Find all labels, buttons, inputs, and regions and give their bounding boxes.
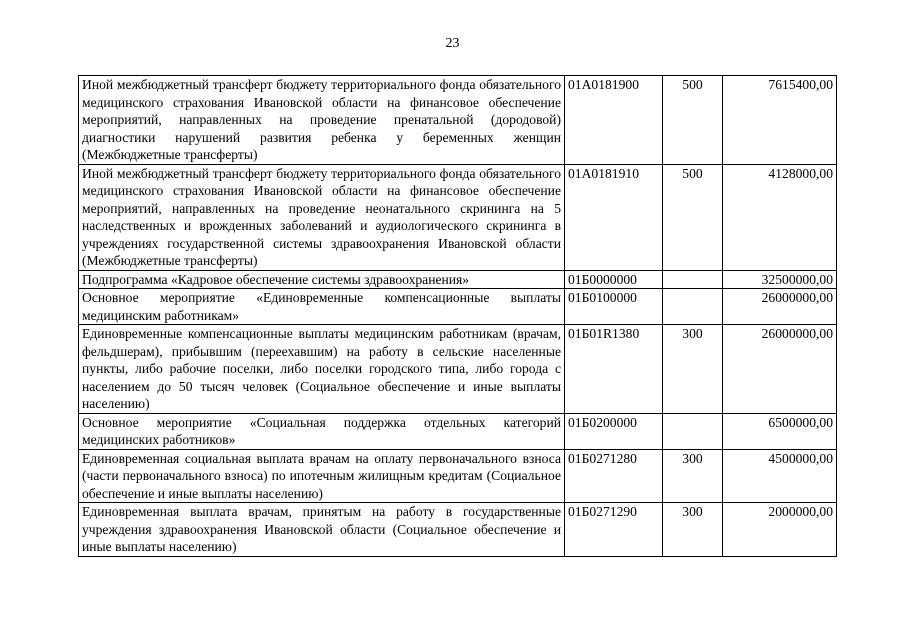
- row-type: [663, 413, 723, 449]
- row-type: 300: [663, 503, 723, 557]
- row-type: 500: [663, 164, 723, 270]
- row-sum: 6500000,00: [723, 413, 837, 449]
- row-type: [663, 289, 723, 325]
- row-code: 01А0181910: [565, 164, 663, 270]
- row-type: [663, 270, 723, 289]
- row-sum: 2000000,00: [723, 503, 837, 557]
- row-sum: 32500000,00: [723, 270, 837, 289]
- row-name: Единовременные компенсационные выплаты медицинским работникам (врачам, фельдшерам), прибывшим (переехавшим) на работу в сельские населенные пункты, либо рабочие поселки, либо поселки городского типа, либо города с населением до 50 тысяч человек (Социальное обеспечение и иные выплаты населению): [79, 325, 565, 414]
- row-code: 01Б0000000: [565, 270, 663, 289]
- row-name: Иной межбюджетный трансферт бюджету территориального фонда обязательного медицинского страхования Ивановской области на финансовое обеспечение мероприятий, направленных на проведение неонатального скрининга на 5 наследственных и врожденных заболеваний и аудиологического скрининга в учреждениях государственной системы здравоохранения Ивановской области (Межбюджетные трансферты): [79, 164, 565, 270]
- table-row: [79, 270, 837, 289]
- row-sum: 4500000,00: [723, 449, 837, 503]
- row-code: 01Б01R1380: [565, 325, 663, 414]
- row-name: Основное мероприятие «Социальная поддержка отдельных категорий медицинских работников»: [79, 413, 565, 449]
- row-code: 01Б0271290: [565, 503, 663, 557]
- row-name: Основное мероприятие «Единовременные компенсационные выплаты медицинским работникам»: [79, 289, 565, 325]
- row-type: 300: [663, 449, 723, 503]
- row-name: Единовременная выплата врачам, принятым на работу в государственные учреждения здравоохранения Ивановской области (Социальное обеспечение и иные выплаты населению): [79, 503, 565, 557]
- table-row: [79, 503, 837, 557]
- row-sum: 26000000,00: [723, 289, 837, 325]
- budget-table: [78, 75, 837, 557]
- row-name: Подпрограмма «Кадровое обеспечение системы здравоохранения»: [79, 270, 565, 289]
- row-code: 01Б0100000: [565, 289, 663, 325]
- row-code: 01Б0200000: [565, 413, 663, 449]
- row-sum: 4128000,00: [723, 164, 837, 270]
- table-row: [79, 164, 837, 270]
- table-row: [79, 289, 837, 325]
- table-row: [79, 449, 837, 503]
- row-name: Единовременная социальная выплата врачам на оплату первоначального взноса (части первоначального взноса) по ипотечным жилищным кредитам (Социальное обеспечение и иные выплаты населению): [79, 449, 565, 503]
- row-type: 300: [663, 325, 723, 414]
- page-number: 23: [445, 36, 460, 51]
- row-sum: 26000000,00: [723, 325, 837, 414]
- row-sum: 7615400,00: [723, 76, 837, 165]
- table-row: [79, 76, 837, 165]
- table-row: [79, 413, 837, 449]
- row-name: Иной межбюджетный трансферт бюджету территориального фонда обязательного медицинского страхования Ивановской области на финансовое обеспечение мероприятий, направленных на проведение пренатальной (дородовой) диагностики нарушений развития ребенка у беременных женщин (Межбюджетные трансферты): [79, 76, 565, 165]
- table-row: [79, 325, 837, 414]
- row-code: 01А0181900: [565, 76, 663, 165]
- row-code: 01Б0271280: [565, 449, 663, 503]
- row-type: 500: [663, 76, 723, 165]
